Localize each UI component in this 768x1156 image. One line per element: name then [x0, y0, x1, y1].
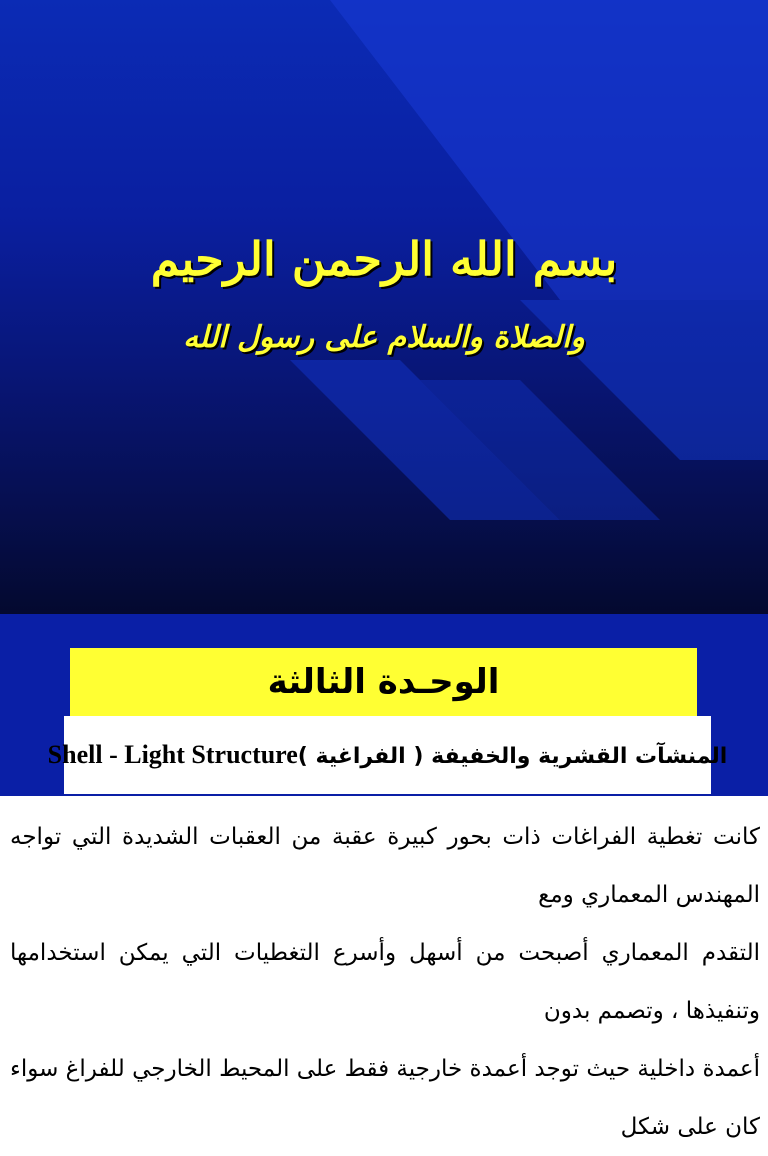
topic-title-english: Shell - Light Structure	[47, 740, 298, 769]
body-line: التقدم المعماري أصبحت من أسهل وأسرع التغطيات التي يمكن استخدامها وتنفيذها ، وتصمم بدون	[10, 940, 760, 1024]
unit-title-box	[70, 648, 697, 716]
topic-title	[48, 740, 728, 770]
topic-title-arabic: المنشآت القشرية والخفيفة ( الفراغية )	[297, 744, 728, 769]
unit-slide	[0, 614, 768, 796]
topic-title-box	[47, 716, 728, 794]
body-line: كانت تغطية الفراغات ذات بحور كبيرة عقبة من العقبات الشديدة التي تواجه المهندس المعماري ومع	[10, 824, 760, 908]
slide-title: بسم الله الرحمن الرحيم	[150, 232, 618, 286]
slide-subtitle: والصلاة والسلام على رسول الله	[183, 320, 585, 355]
body-line: أعمدة داخلية حيث توجد أعمدة خارجية فقط على المحيط الخارجي للفراغ سواء كان على شكل	[10, 1056, 760, 1140]
unit-title: الوحـدة الثالثة	[267, 662, 500, 702]
body-paragraph	[10, 808, 760, 1156]
